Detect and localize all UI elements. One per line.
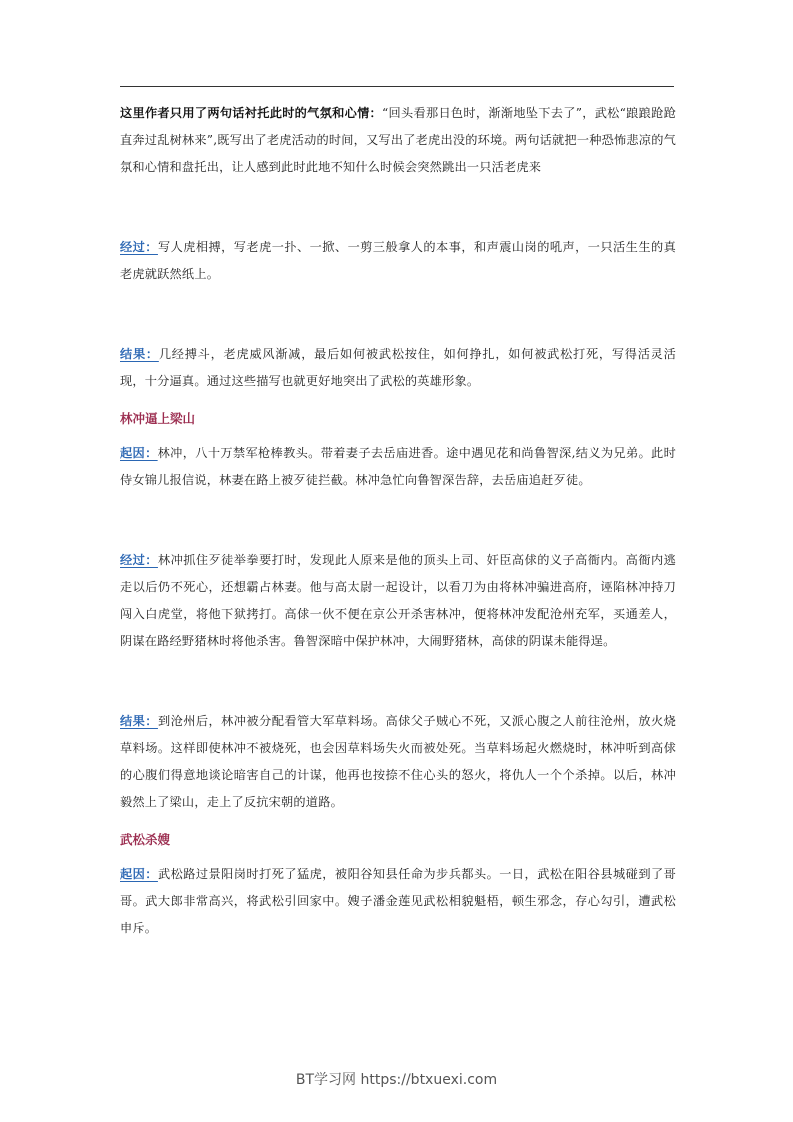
linchong-result-paragraph [120,708,676,816]
cause-label: 起因： [120,446,158,460]
cause-label: 起因： [120,867,158,881]
result-label: 结果： [120,347,159,361]
linchong-process-paragraph [120,547,676,655]
linchong-cause-paragraph [120,440,676,494]
cause-text: 林冲，八十万禁军枪棒教头。带着妻子去岳庙进香。途中遇见花和尚鲁智深,结义为兄弟。此时侍女锦儿报信说，林妻在路上被歹徒拦截。林冲急忙向鲁智深告辞，去岳庙追赶歹徒。 [120,446,676,487]
tiger-result-paragraph [120,341,676,395]
result-label: 结果： [120,714,158,728]
tiger-process-paragraph [120,234,676,288]
wusong-cause-paragraph [120,861,676,942]
process-label: 经过： [120,553,158,567]
intro-text: “回头看那日色时，渐渐地坠下去了”，武松“踉踉跄跄直奔过乱树林来”,既写出了老虎活动的时间，又写出了老虎出没的环境。两句话就把一种恐怖悲凉的气氛和心情和盘托出，让人感到此时此地不知什么时候会突然跳出一只活老虎来 [120,106,676,174]
intro-bold-lead: 这里作者只用了两句话衬托此时的气氛和心情： [120,106,383,120]
process-label: 经过： [120,240,158,254]
result-text: 到沧州后，林冲被分配看管大军草料场。高俅父子贼心不死，又派心腹之人前往沧州，放火烧草料场。这样即使林冲不被烧死，也会因草料场失火而被处死。当草料场起火燃烧时，林冲听到高俅的心腹们得意地谈论暗害自己的计谋，他再也按捺不住心头的怒火，将仇人一个个杀掉。以后，林冲毅然上了梁山，走上了反抗宋朝的道路。 [120,714,676,809]
result-text: 几经搏斗，老虎威风渐减，最后如何被武松按住，如何挣扎，如何被武松打死，写得活灵活现，十分逼真。通过这些描写也就更好地突出了武松的英雄形象。 [120,347,677,388]
cause-text: 武松路过景阳岗时打死了猛虎，被阳谷知县任命为步兵都头。一日，武松在阳谷县城碰到了哥哥。武大郎非常高兴，将武松引回家中。嫂子潘金莲见武松相貌魁梧，顿生邪念，存心勾引，遭武松申斥。 [120,867,676,935]
section-heading-linchong: 林冲逼上梁山 [120,411,196,426]
intro-paragraph [120,100,676,181]
document-body [120,100,676,942]
section-heading-wusong: 武松杀嫂 [120,832,171,847]
header-rule [120,86,674,87]
footer-watermark: BT学习网 https://btxuexi.com [295,1072,498,1088]
process-text: 林冲抓住歹徒举拳要打时，发现此人原来是他的顶头上司、奸臣高俅的义子高衙内。高衙内逃走以后仍不死心，还想霸占林妻。他与高太尉一起设计，以看刀为由将林冲骗进高府，诬陷林冲持刀闯入白虎堂，将他下狱拷打。高俅一伙不便在京公开杀害林冲，便将林冲发配沧州充军，买通差人，阴谋在路经野猪林时将他杀害。鲁智深暗中保护林冲，大闹野猪林，高俅的阴谋未能得逞。 [120,553,676,648]
process-text: 写人虎相搏，写老虎一扑、一掀、一剪三般拿人的本事，和声震山岗的吼声，一只活生生的真老虎就跃然纸上。 [120,240,676,281]
